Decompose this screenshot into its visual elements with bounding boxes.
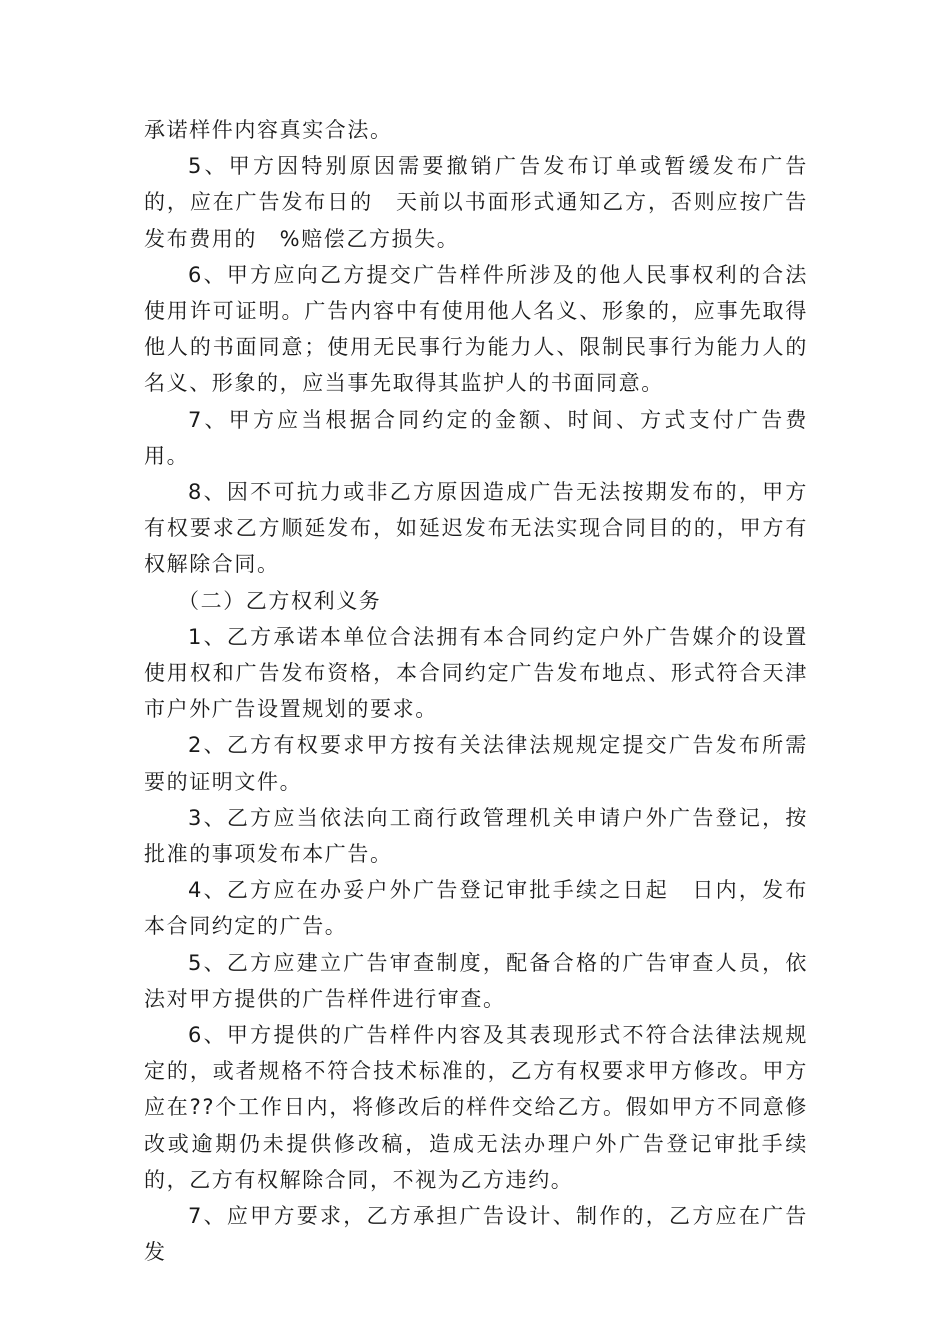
paragraph-continuation: 承诺样件内容真实合法。 [144,118,393,142]
section-heading-party-b: （二）乙方权利义务 [178,588,382,613]
paragraph-clause-b5: 5、乙方应建立广告审查制度，配备合格的广告审查人员，依法对甲方提供的广告样件进行审查。 [144,950,808,1011]
paragraph-clause-b6: 6、甲方提供的广告样件内容及其表现形式不符合法律法规规定的，或者规格不符合技术标准的，乙方有权要求甲方修改。甲方应在??个工作日内，将修改后的样件交给乙方。假如甲方不同意修改或逾期仍未提供修改稿，造成无法办理户外广告登记审批手续的，乙方有权解除合同，不视为乙方违约。 [144,1023,808,1192]
paragraph-clause-a5: 5、甲方因特别原因需要撤销广告发布订单或暂缓发布广告的，应在广告发布日的 天前以书面形式通知乙方，否则应按广告发布费用的 %赔偿乙方损失。 [144,154,808,251]
paragraph-clause-b1: 1、乙方承诺本单位合法拥有本合同约定户外广告媒介的设置使用权和广告发布资格，本合同约定广告发布地点、形式符合天津市户外广告设置规划的要求。 [144,624,808,722]
paragraph-clause-b4: 4、乙方应在办妥户外广告登记审批手续之日起 日内，发布本合同约定的广告。 [144,878,808,939]
paragraph-clause-b2: 2、乙方有权要求甲方按有关法律法规规定提交广告发布所需要的证明文件。 [144,733,808,794]
document-body [144,112,808,1271]
paragraph-clause-a6: 6、甲方应向乙方提交广告样件所涉及的他人民事权利的合法使用许可证明。广告内容中有使用他人名义、形象的，应事先取得他人的书面同意；使用无民事行为能力人、限制民事行为能力人的名义、形象的，应当事先取得其监护人的书面同意。 [144,262,808,396]
paragraph-clause-a7: 7、甲方应当根据合同约定的金额、时间、方式支付广告费用。 [144,407,808,468]
paragraph-clause-b3: 3、乙方应当依法向工商行政管理机关申请户外广告登记，按批准的事项发布本广告。 [144,805,808,867]
paragraph-clause-a8: 8、因不可抗力或非乙方原因造成广告无法按期发布的，甲方有权要求乙方顺延发布，如延迟发布无法实现合同目的的，甲方有权解除合同。 [144,480,808,577]
paragraph-clause-b7: 7、应甲方要求，乙方承担广告设计、制作的，乙方应在广告发 [144,1204,808,1265]
